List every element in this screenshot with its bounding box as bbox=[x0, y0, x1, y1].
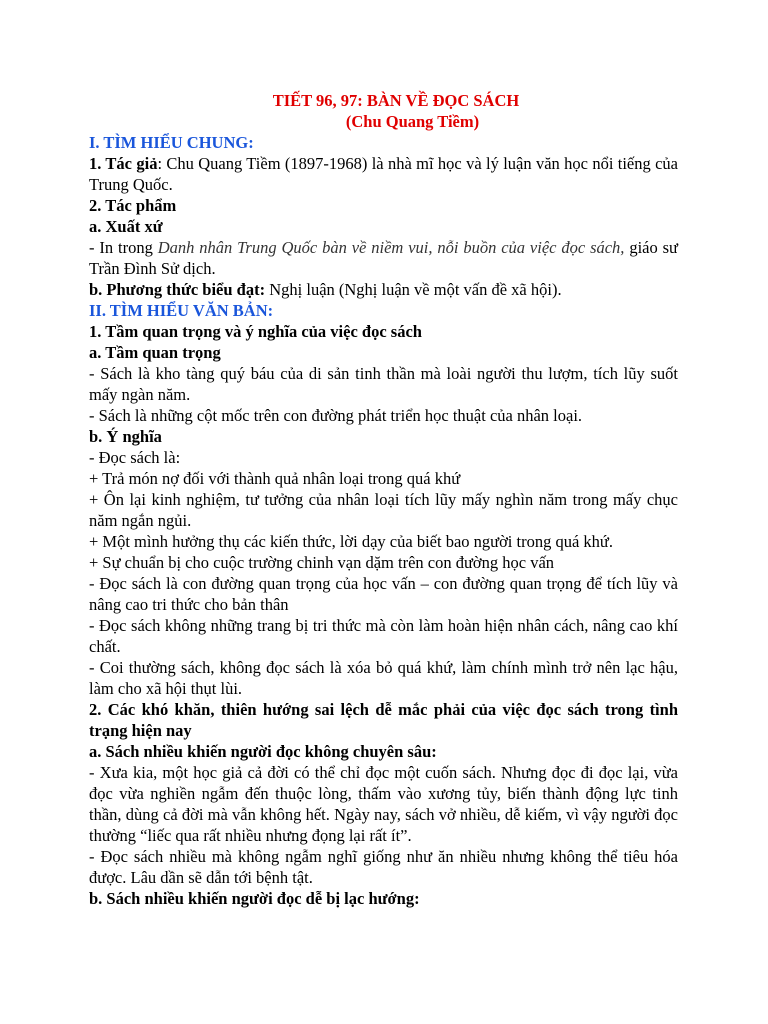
page-title: TIẾT 96, 97: BÀN VỀ ĐỌC SÁCH bbox=[272, 91, 520, 110]
author-paragraph bbox=[89, 153, 678, 195]
mode-label: b. Phương thức biểu đạt: bbox=[89, 280, 266, 299]
part-2b-heading: b. Sách nhiều khiến người đọc dễ bị lạc hướng: bbox=[89, 889, 420, 908]
paragraph-line: - Xưa kia, một học giả cả đời có thể chỉ đọc một cuốn sách. Nhưng đọc đi đọc lại, vừa đọc vừa nghiền ngẫm đến thuộc lòng, thấm vào xương tủy, biến thành động lực tinh thần, dùng cả đời mà vẫn không hết. Ngày nay, sách vở nhiều, dễ kiếm, vì vậy người đọc thường “liếc qua rất nhiều nhưng đọng lại rất ít”. bbox=[89, 763, 678, 845]
paragraph-line: - Sách là những cột mốc trên con đường phát triển học thuật của nhân loại. bbox=[89, 406, 583, 425]
mode-text: Nghị luận (Nghị luận về một vấn đề xã hội). bbox=[265, 280, 562, 299]
origin-prefix: - In trong bbox=[89, 238, 158, 257]
author-label: 1. Tác giả bbox=[89, 154, 158, 173]
document-body bbox=[89, 90, 678, 909]
origin-heading: a. Xuất xứ bbox=[89, 217, 163, 236]
part-1b-heading: b. Ý nghĩa bbox=[89, 427, 162, 446]
paragraph-line: + Một mình hưởng thụ các kiến thức, lời dạy của biết bao người trong quá khứ. bbox=[89, 532, 613, 551]
section-1-heading: I. TÌM HIỂU CHUNG: bbox=[89, 133, 254, 152]
section-2-heading: II. TÌM HIỂU VĂN BẢN: bbox=[89, 301, 274, 320]
paragraph-line: - Đọc sách nhiều mà không ngẫm nghĩ giống như ăn nhiều nhưng không thể tiêu hóa được. Lâu dần sẽ dẫn tới bệnh tật. bbox=[89, 847, 678, 887]
paragraph-line: - Coi thường sách, không đọc sách là xóa bỏ quá khứ, làm chính mình trở nên lạc hậu, làm cho xã hội thụt lùi. bbox=[89, 658, 678, 698]
part-2a-heading: a. Sách nhiều khiến người đọc không chuyên sâu: bbox=[89, 742, 437, 761]
origin-book-title: Danh nhân Trung Quốc bàn về niềm vui, nỗi buồn của việc đọc sách, bbox=[157, 238, 625, 257]
paragraph-line: - Đọc sách là: bbox=[89, 448, 181, 467]
paragraph-line: - Sách là kho tàng quý báu của di sản tinh thần mà loài người thu lượm, tích lũy suốt mấy ngàn năm. bbox=[89, 364, 678, 404]
paragraph-line: + Trả món nợ đối với thành quả nhân loại trong quá khứ bbox=[89, 469, 461, 488]
paragraph-line: - Đọc sách không những trang bị tri thức mà còn làm hoàn hiện nhân cách, nâng cao khí chất. bbox=[89, 616, 678, 656]
part-1-heading: 1. Tầm quan trọng và ý nghĩa của việc đọc sách bbox=[89, 322, 422, 341]
page-subtitle: (Chu Quang Tiềm) bbox=[345, 112, 480, 131]
part-2-heading: 2. Các khó khăn, thiên hướng sai lệch dễ mắc phải của việc đọc sách trong tình trạng hiện nay bbox=[89, 700, 678, 740]
mode-paragraph bbox=[89, 279, 678, 300]
author-text: : Chu Quang Tiềm (1897-1968) là nhà mĩ học và lý luận văn học nổi tiếng của Trung Quốc. bbox=[89, 154, 678, 194]
origin-paragraph bbox=[89, 237, 678, 279]
paragraph-line: + Sự chuẩn bị cho cuộc trường chinh vạn dặm trên con đường học vấn bbox=[89, 553, 555, 572]
paragraph-line: - Đọc sách là con đường quan trọng của học vấn – con đường quan trọng để tích lũy và nâng cao tri thức cho bản thân bbox=[89, 574, 678, 614]
work-heading: 2. Tác phẩm bbox=[89, 196, 177, 215]
part-1a-heading: a. Tầm quan trọng bbox=[89, 343, 221, 362]
paragraph-line: + Ôn lại kinh nghiệm, tư tưởng của nhân loại tích lũy mấy nghìn năm trong mấy chục năm ngắn ngủi. bbox=[89, 490, 678, 530]
origin-suffix: giáo sư Trần Đình Sử dịch. bbox=[89, 238, 678, 278]
